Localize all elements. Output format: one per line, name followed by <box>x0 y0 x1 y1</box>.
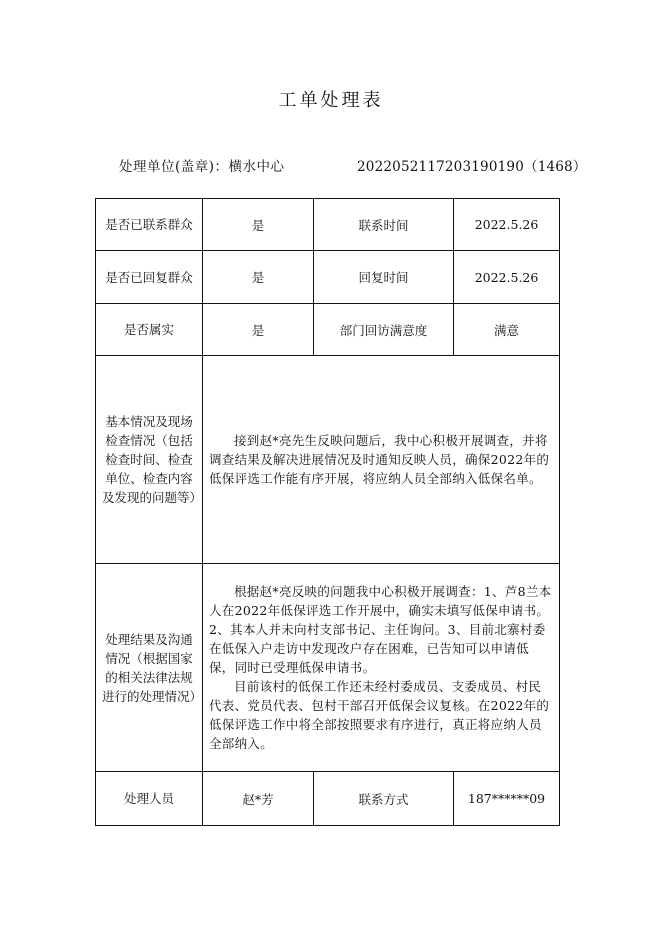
result-paragraph: 目前该村的低保工作还未经村委成员、支委成员、村民代表、党员代表、包村干部召开低保会议复核。在2022年的低保评选工作中将全部按照要求有序进行，真正将应纳人员全部纳入。 <box>209 679 550 751</box>
phone-label: 联系方式 <box>314 772 454 826</box>
contacted-label: 是否已联系群众 <box>96 199 203 251</box>
contact-time-value: 2022.5.26 <box>454 199 560 251</box>
satisfaction-label: 部门回访满意度 <box>314 304 454 356</box>
work-order-table <box>95 198 560 826</box>
reply-time-label: 回复时间 <box>314 251 454 304</box>
ticket-number: 2022052117203190190（1468） <box>357 159 587 175</box>
handling-unit: 处理单位(盖章)：横水中心 <box>119 159 285 175</box>
table-row <box>96 356 560 564</box>
contact-time-label: 联系时间 <box>314 199 454 251</box>
basic-situation-label: 基本情况及现场检查情况（包括检查时间、检查单位、检查内容及发现的问题等） <box>96 356 203 564</box>
replied-value: 是 <box>203 251 314 304</box>
verified-label: 是否属实 <box>96 304 203 356</box>
basic-situation-text: 接到赵*亮先生反映问题后，我中心积极开展调查，并将调查结果及解决进展情况及时通知反映人员，确保2022年的低保评选工作能有序开展，将应纳人员全部纳入低保名单。 <box>209 433 550 486</box>
phone-value: 187******09 <box>454 772 560 826</box>
table-row <box>96 304 560 356</box>
replied-label: 是否已回复群众 <box>96 251 203 304</box>
table-row <box>96 199 560 251</box>
page-title: 工单处理表 <box>278 90 384 111</box>
satisfaction-value: 满意 <box>454 304 560 356</box>
handler-label: 处理人员 <box>96 772 203 826</box>
result-content <box>203 564 560 772</box>
result-paragraph: 根据赵*亮反映的问题我中心积极开展调查：1、芦8兰本人在2022年低保评选工作开展中，确实未填写低保申请书。2、其本人并未向村支部书记、主任询问。3、目前北寨村委在低保入户走访中发现改户存在困难，已告知可以申请低保，同时已受理低保申请书。 <box>209 584 552 675</box>
table-row <box>96 251 560 304</box>
handler-value: 赵*芳 <box>203 772 314 826</box>
result-label: 处理结果及沟通情况（根据国家的相关法律法规进行的处理情况） <box>96 564 203 772</box>
basic-situation-content <box>203 356 560 564</box>
table-row <box>96 772 560 826</box>
contacted-value: 是 <box>203 199 314 251</box>
reply-time-value: 2022.5.26 <box>454 251 560 304</box>
table-row <box>96 564 560 772</box>
verified-value: 是 <box>203 304 314 356</box>
